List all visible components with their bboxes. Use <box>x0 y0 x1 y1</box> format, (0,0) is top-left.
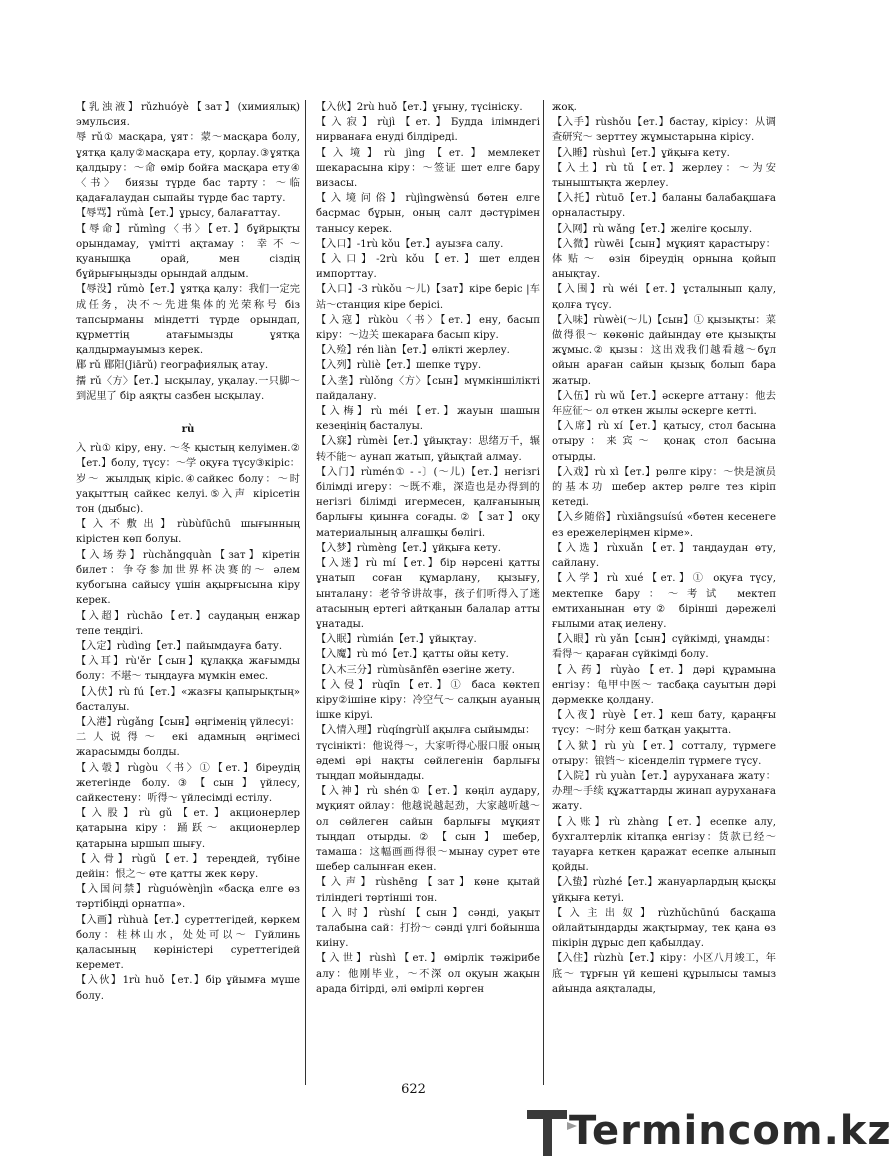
dictionary-entry: 【入不敷出】rùbùfūchū шығынның кірістен көп болуы. <box>76 519 300 546</box>
dictionary-entry: 【入殓】rén liàn【ет.】өлікті жерлеу. <box>316 345 510 357</box>
dictionary-entry: 【入选】rùxuǎn【ет.】таңдаудан өту, сайлану. <box>552 542 776 570</box>
dictionary-entry: 【入伙】1rù huǒ【ет.】бір ұйымға мүше болу. <box>76 975 300 1002</box>
dictionary-entry: 【入席】rù xí【ет.】қатысу, стол басына отыру：来宾～ қонақ стол басына отырды. <box>552 421 776 463</box>
dictionary-entry: 【入时】rùshí【сын】сәнді, уақыт талабына сай：打扮～ сәнді үлгі бойынша киіну. <box>316 907 540 950</box>
dictionary-entry: түсінікті：他说得～，大家听得心服口服 оның әдемі әрі нақты сөйлегенін барлығы тыңдап мойындады. <box>316 740 540 782</box>
dictionary-entry: 【入伏】rù fú【ет.】«жазғы қапырықтың» басталуы. <box>76 686 300 713</box>
dictionary-entry: 【入蛰】rùzhé【ет.】жануарлардың қысқы ұйқыға кетуі. <box>552 877 776 904</box>
dictionary-entry: 【入世】rùshì【ет.】өмірлік тәжірибе алу：他刚毕业，～不深 ол оқуын жақын арада бітірді, әлі өмірлі көрген <box>316 953 540 995</box>
column-divider <box>305 100 306 1085</box>
dictionary-entry: 【入门】rùmén① - -〕(～儿)【ет.】негізгі білімді игеру：～既不难，深造也是办得到的 негізгі білімді игермесен, қалғанының барлығы қиынға соғады.②【зат】оқу материалының алғашқы бөлігі. <box>316 466 540 539</box>
dictionary-entry: 【入耳】rù'ěr【сын】құлаққа жағымды болу：不堪～ тыңдауға мүмкін емес. <box>76 656 300 683</box>
dictionary-entry: 【入手】rùshǒu【ет.】бастау, кірісу：从调查研究～ зерттеу жұмыстарына кірісу. <box>552 117 776 144</box>
dictionary-entry: 【入戏】rù xì【ет.】рөлге кіру：～快是演员的基本功 шебер актер рөлге тез кіріп кетеді. <box>552 466 776 509</box>
dictionary-entry: 【入梦】rùmèng【ет.】ұйқыға кету. <box>316 542 501 554</box>
dictionary-entry: 【辱骂】rǔmà【ет.】ұрысу, балағаттау. <box>76 208 281 220</box>
dictionary-entry: 【入寐】rùmèi【ет.】ұйықтау：思绪万千，辗转不能～ аунап жатып, ұйықтай алмау. <box>316 436 540 463</box>
dictionary-entry: 郿 rǔ 郿阳(Jiārǔ) географиялық атау. <box>76 360 269 372</box>
dictionary-entry: 【入眠】rùmián【ет.】ұйықтау. <box>316 634 477 646</box>
dictionary-entry: 擩 rǔ〈方〉【ет.】ысқылау, уқалау.一只脚～到泥里了 бір аяқты сазбен ысқылау. <box>76 375 300 402</box>
dictionary-entry: 【入主出奴】rùzhǔchūnú басқаша ойлайтындарды жақтырмау, тек қана өз пікірін дұрыс деп қабылдау. <box>552 907 776 950</box>
dictionary-entry: 【辱没】rǔmò【ет.】ұятқа қалу：我们一定完成任务，决不～先进集体的光荣称号 біз тапсырманы міндетті түрде орындап, құрметтің атағымызды ұятқа қалдырмауымыз керек. <box>76 284 300 357</box>
dictionary-entry: 【入场券】rùchǎngquàn【зат】кіретін билет：争夺参加世界杯决赛的～ әлем кубогына сайысу үшін ақырғысына кіру керек. <box>76 549 300 607</box>
dictionary-entry: 【入药】rùyào【ет.】дәрі құрамына енгізу：龟甲中医～ тасбақа сауытын дәрі дәрмекке қолдану. <box>552 664 776 706</box>
dictionary-entry: 【入骨】rùgǔ【ет.】тереңдей, түбіне дейін：恨之～ өте қатты жек көру. <box>76 853 300 880</box>
column-3 <box>552 100 776 1100</box>
dictionary-entry: 【入港】rùgǎng【сын】әңгіменің үйлесуі：二人说得～ екі адамның әңгімесі жарасымды болды. <box>76 716 300 759</box>
dictionary-entry: 【入木三分】rùmùsānfēn өзегіне жету. <box>316 664 515 676</box>
dictionary-entry: 【入味】rùwèi(～儿)【сын】① қызықты：菜做得很～ көкөніс дайындау өте қызықты жұмыс.② қызы：这出戏我们越看越～бұл ойын араған сайын қызық болып бара жатыр. <box>552 314 776 387</box>
dictionary-entry: 【入境问俗】rùjìngwènsú бөтен елге басрмас бұрын, оның салт дәстүрімен танысу керек. <box>316 193 540 235</box>
dictionary-entry: жоқ. <box>552 102 577 113</box>
dictionary-entry: 【入院】rù yuàn【ет.】ауруханаға жату：办理～手续 құжаттарды жинап ауруханаға жату. <box>552 770 776 813</box>
dictionary-entry: 【入境】rù jìng【ет.】мемлекет шекарасына кіру：～签证 шет елге бару визасы. <box>316 147 540 190</box>
page-number: 622 <box>401 1082 426 1097</box>
dictionary-entry: 【入梅】rù méi【ет.】жауын шашын кезеңінің басталуы. <box>316 406 540 433</box>
dictionary-entry: 【入网】rù wǎng【ет.】желіге қосылу. <box>552 223 753 235</box>
dictionary-entry: 【入眼】rù yǎn【сын】сүйкімді, ұнамды：看得～ қараған сүйкімді болу. <box>552 634 776 661</box>
dictionary-entry: 【入股】rù gǔ【ет.】акционерлер қатарына кіру：踊跃～ акционерлер қатарына ыршып шығу. <box>76 808 300 850</box>
dictionary-entry: 【入口】-1rù kǒu【ет.】ауызға салу. <box>316 238 504 250</box>
dictionary-entry: 【入口】-2rù kǒu【ет.】шет елден импорттау. <box>316 254 540 281</box>
dictionary-entry: 【入侵】rùqīn【ет.】① баса көктеп кіру②ішіне кіру：冷空气～ салқын ауаның ішке кіруі. <box>316 679 540 722</box>
dictionary-entry: 【入夜】rùyè【ет.】кеш бату, қараңғы түсу：～时分 кеш батқан уақытта. <box>552 710 776 737</box>
column-1 <box>76 100 300 1100</box>
dictionary-entry: 【入列】rùliè【ет.】шепке тұру. <box>316 360 482 372</box>
section-heading: rù <box>181 423 195 436</box>
dictionary-entry: 【入神】rù shén①【ет.】көңіл аудару, мұқият ойлау：他越说越起劲，大家越听越～ ол сөйлеген сайын барлығы мұқият тыңдап отырды.②【сын】шебер, тамаша：这幅画画得很～мынау сурет өте шебер салынған екен. <box>316 786 540 874</box>
dictionary-entry: 【入画】rùhuà【ет.】суреттегідей, көркем болу：桂林山水，处处可以～ Гуйлинь қаласының көріністері суреттегідей керемет. <box>76 914 300 972</box>
dictionary-entry: 【入乡随俗】rùxiāngsuísú «бөтен кесенеге ез ережелеріңмен кірме». <box>552 512 776 539</box>
dictionary-entry: 辱 rǔ① масқара, ұят：蒙～масқара болу, ұятқа қалу②масқара ету, қорлау.③ұятқа қалдыру：～命 өмір бойға масқара ету④〈书〉 биязы түрде бас тарту：～临 қадағалаудан сыпайы түрде бас тарту. <box>76 132 300 205</box>
column-divider <box>543 100 544 1085</box>
dictionary-entry: 【入声】rùshēng【зат】көне қытай тіліндегі төртінші тон. <box>316 877 540 904</box>
dictionary-entry: 【入迷】rù mí【ет.】бір нәрсені қатты ұнатып соған құмарлану, қызығу, ынталану：老爷爷讲故事，孩子们听得入了迷 атасының ертегі айтқанын балалар атты ұнатады. <box>316 558 540 630</box>
dictionary-entry: 【入学】rù xué【ет.】① оқуға түсу, мектепке бару：～考试 мектеп емтиханынан өту② бірінші дәрежелі ғылыми атақ иелену. <box>552 573 776 630</box>
dictionary-entry: 【入围】rù wéi【ет.】ұсталынып қалу, қолға түсу. <box>552 284 776 311</box>
dictionary-entry: 【入伙】2rù huǒ【ет.】ұғыну, түсініску. <box>316 102 523 113</box>
dictionary-entry: 【入寂】rùjì【ет.】Будда ілімндегі нирванаға енуді білдіреді. <box>316 117 540 144</box>
dictionary-entry: 【入伍】rù wǔ【ет.】әскерге аттану：他去年应征～ ол өткен жылы әскерге кетті. <box>552 390 776 418</box>
dictionary-entry: 【入国问禁】rùguówènjìn «басқа елге өз тәртібіңді орнатпа». <box>76 884 300 911</box>
dictionary-entry: 【入微】rùwēi【сын】мұқият қарастыру：体贴～ өзін біреудің орнына қойып анықтау. <box>552 238 776 281</box>
dictionary-entry: 【入魔】rù mó【ет.】қатты ойы кету. <box>316 649 509 661</box>
dictionary-entry: 【辱命】rǔmìng〈书〉【ет.】бұйрықты орындамау, үмітті ақтамау：幸不～ қуанышқа орай, мен сіздің бұйрығыңызды орындай алдым. <box>76 223 300 281</box>
dictionary-entry: 【入托】rùtuō【ет.】баланы балабақшаға орналастыру. <box>552 193 776 220</box>
dictionary-entry: 【乳浊液】rǔzhuóyè【зат】(химиялық) эмульсия. <box>76 102 300 129</box>
dictionary-entry: 【入账】rù zhàng【ет.】есепке алу, бухгалтерлік кітапқа енгізу：货款已经～ тауарға кеткен қаражат есепке алынып қойды. <box>552 816 776 874</box>
dictionary-entry: 【入寇】rùkòu〈书〉【ет.】ену, басып кіру：～边关 шекараға басып кіру. <box>316 314 540 342</box>
dictionary-entry: 【入定】rùdìng【ет.】пайымдауға бату. <box>76 640 283 652</box>
dictionary-entry: 【入彀】rùgòu〈书〉①【ет.】біреудің жетегінде болу.③【сын】үйлесу, сайкестену：听得～ үйлесімді естілу. <box>76 762 300 804</box>
dictionary-entry: 【入口】-3 rùkǒu ～儿)【зат】кіре беріс |车站～станция кіре берісі. <box>316 284 540 311</box>
column-2 <box>316 100 540 1100</box>
logo-text: Termincom.kz <box>569 1108 892 1154</box>
site-logo[interactable] <box>523 1104 892 1164</box>
dictionary-entry: 【入情入理】rùqíngrùlǐ ақылға сыйымды： <box>316 725 536 737</box>
dictionary-entry: 【入住】rùzhù【ет.】кіру：小区八月竣工，年底～ тұрғын үй кешені құрылысы тамыз айында аяқталады, <box>552 953 776 995</box>
dictionary-entry: 【入睡】rùshuì【ет.】ұйқыға кету. <box>552 147 730 159</box>
dictionary-entry: 【入垄】rùlǒng〈方〉【сын】мүмкіншілікті пайдалану. <box>316 375 540 402</box>
dictionary-entry: 【入超】rùchāo【ет.】саудаңың енжар тепе теңдігі. <box>76 610 300 637</box>
dictionary-entry: 【入狱】rù yù【ет.】сотталу, түрмеге отыру：锒铛～ кісенделіп түрмеге түсу. <box>552 740 776 767</box>
dictionary-entry: 【入土】rù tǔ【ет.】жерлеу：～为安 тыныштықта жерлеу. <box>552 162 776 190</box>
dictionary-entry: 入 rù① кіру, ену. ～冬 қыстың келуімен.②【ет.】болу, түсу：～学 оқуға түсу③кіріс：岁～ жылдық кіріс.④сайкес болу：～时 уақыттың сайкес келуі.⑤入声 кірісетін тон (дыбыс). <box>76 443 300 516</box>
